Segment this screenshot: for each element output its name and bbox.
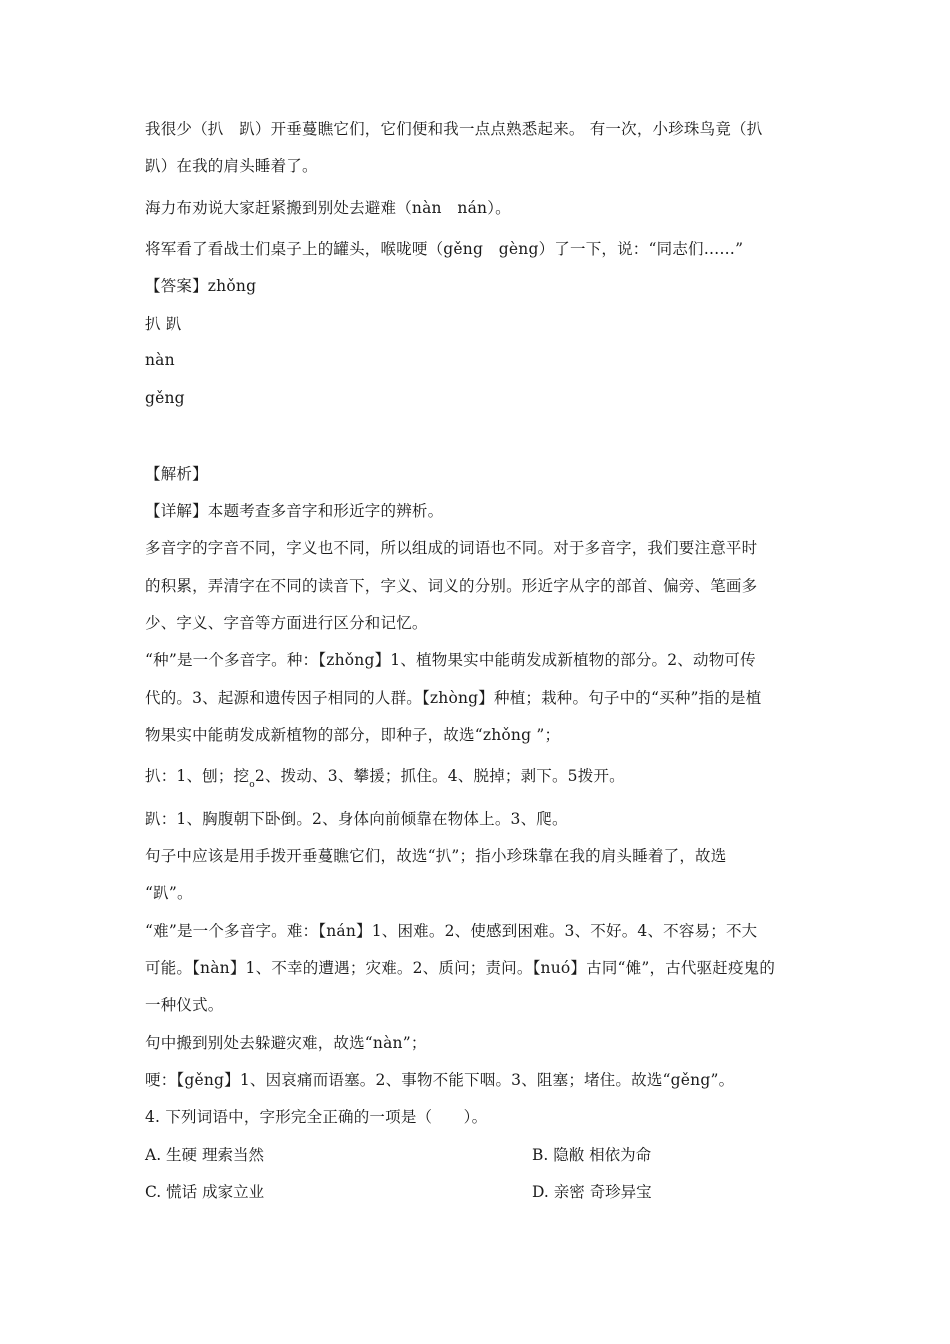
text-line: “难”是一个多音字。难：【nán】1、困难。2、使感到困难。3、不好。4、不容易；不大: [145, 922, 758, 940]
answer-line: nàn: [145, 351, 175, 369]
text-line: 句中搬到别处去躲避灾难，故选“nàn”；: [145, 1034, 427, 1052]
text-line: 哽：【gěng】1、因哀痛而语塞。2、事物不能下咽。3、阻塞；堵住。故选“gěng”。: [145, 1071, 735, 1089]
question-4: 4. 下列词语中，字形完全正确的一项是（ ）。: [145, 1108, 488, 1126]
text-line: [145, 765, 625, 796]
text-line: 我很少（扒 趴）开垂蔓瞧它们，它们便和我一点点熟悉起来。 有一次，小珍珠鸟竟（扒: [145, 120, 763, 138]
answer-label: 【答案】zhǒng: [145, 277, 257, 295]
option-b: B. 隐敝 相依为命: [532, 1146, 652, 1164]
text-line: 代的。3、起源和遗传因子相同的人群。【zhòng】种植；栽种。句子中的“买种”指的是植: [145, 689, 762, 707]
text-segment: 扒：1、刨；挖: [145, 767, 250, 785]
text-line: 趴）在我的肩头睡着了。: [145, 157, 318, 175]
option-a: A. 生硬 理索当然: [145, 1146, 264, 1164]
text-line: 一种仪式。: [145, 996, 224, 1014]
text-line: 句子中应该是用手拨开垂蔓瞧它们，故选“扒”；指小珍珠靠在我的肩头睡着了，故选: [145, 847, 727, 865]
answer-line: gěng: [145, 389, 185, 407]
subscript-mark: o: [249, 780, 255, 790]
answer-line: 扒 趴: [145, 315, 182, 333]
option-d: D. 亲密 奇珍异宝: [532, 1183, 652, 1201]
text-line: 将军看了看战士们桌子上的罐头，喉咙哽（gěng gèng）了一下，说：“同志们……”: [145, 240, 744, 258]
text-line: 可能。【nàn】1、不幸的遭遇；灾难。2、质问；责问。【nuó】古同“傩”，古代驱赶疫鬼的: [145, 959, 776, 977]
text-segment: 2、拨动、3、攀援；抓住。4、脱掉；剥下。5拨开。: [254, 767, 625, 785]
analysis-label: 【解析】: [145, 465, 208, 483]
text-line: 少、字义、字音等方面进行区分和记忆。: [145, 614, 428, 632]
option-c: C. 慌话 成家立业: [145, 1183, 265, 1201]
text-line: 的积累，弄清字在不同的读音下，字义、词义的分别。形近字从字的部首、偏旁、笔画多: [145, 577, 758, 595]
text-line: 海力布劝说大家赶紧搬到别处去避难（nàn nán）。: [145, 199, 511, 217]
text-line: 物果实中能萌发成新植物的部分，即种子，故选“zhǒng ”；: [145, 726, 561, 744]
detail-heading: 【详解】本题考查多音字和形近字的辨析。: [145, 502, 444, 520]
text-line: 趴：1、胸腹朝下卧倒。2、身体向前倾靠在物体上。3、爬。: [145, 810, 568, 828]
text-line: 多音字的字音不同，字义也不同，所以组成的词语也不同。对于多音字，我们要注意平时: [145, 539, 758, 557]
text-line: “趴”。: [145, 884, 193, 902]
text-line: “种”是一个多音字。种：【zhǒng】1、植物果实中能萌发成新植物的部分。2、动物可传: [145, 651, 756, 669]
